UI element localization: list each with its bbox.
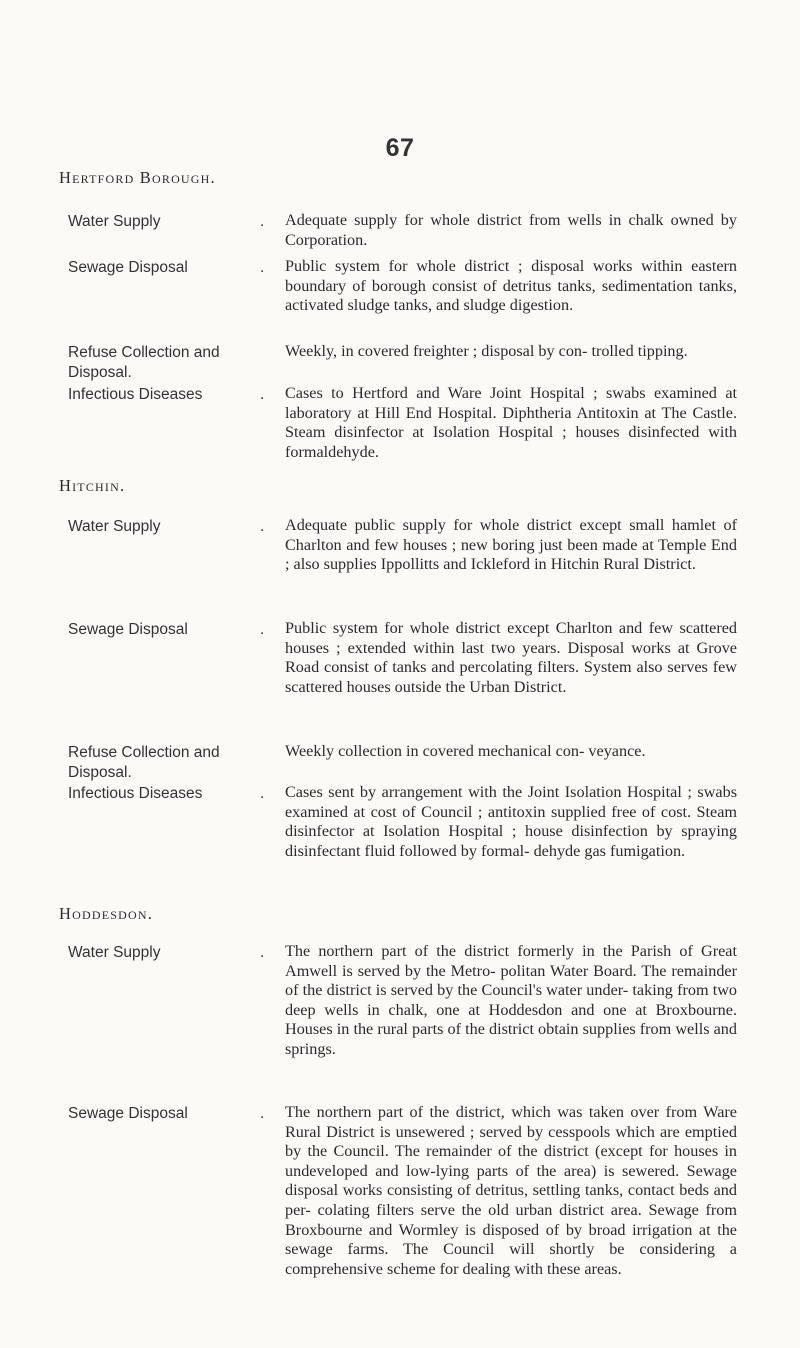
entry-label: Refuse Collection and Disposal. bbox=[68, 344, 220, 381]
section-title: Hoddesdon. bbox=[59, 904, 154, 923]
entry-description: Adequate public supply for whole district except small hamlet of Charlton and few houses ; new boring just been made at Temple End ; also supplies Ippollitts and Ickleford in Hitchin Rural District. bbox=[285, 516, 737, 574]
entry-description: Public system for whole district except Charlton and few scattered houses ; extended within last two years. Disposal works at Grove Road consist of tanks and percolating filters. System also serves few scattered houses outside the Urban District. bbox=[285, 619, 737, 696]
entry-description: Cases to Hertford and Ware Joint Hospital ; swabs examined at laboratory at Hill End Hospital. Diphtheria Antitoxin at The Castle. Steam disinfector at Isolation Hospital ; houses disinfected with formaldehyde. bbox=[285, 384, 737, 461]
entry-label: Refuse Collection and Disposal. bbox=[68, 744, 220, 781]
section-title: Hitchin. bbox=[59, 476, 126, 495]
leader-dot: . bbox=[260, 1105, 265, 1122]
leader-dot: . bbox=[260, 944, 265, 961]
entry-label: Water Supply bbox=[68, 213, 161, 230]
page-number: 67 bbox=[385, 134, 415, 162]
entry-description: Cases sent by arrangement with the Joint Isolation Hospital ; swabs examined at cost of Council ; antitoxin supplied free of cost. Steam disinfector at Isolation Hospital ; house disinfection by spraying disinfectant fluid followed by formal- dehyde gas fumigation. bbox=[285, 783, 737, 860]
section-title: Hertford Borough. bbox=[59, 168, 216, 187]
leader-dot: . bbox=[260, 386, 265, 403]
entry-description: The northern part of the district, which was taken over from Ware Rural District is unsewered ; served by cesspools which are emptied by the Council. The remainder of the district (except for houses in undeveloped and low-lying parts of the area) is sewered. Sewage disposal works consisting of detritus, settling tanks, contact beds and per- colating filters serve the old urban district area. Sewage from Broxbourne and Wormley is disposed of by broad irrigation at the sewage farms. The Council will shortly be considering a comprehensive scheme for dealing with these areas. bbox=[285, 1103, 737, 1278]
leader-dot: . bbox=[260, 259, 265, 276]
entry-description: Adequate supply for whole district from wells in chalk owned by Corporation. bbox=[285, 211, 737, 249]
entry-label: Sewage Disposal bbox=[68, 259, 188, 276]
entry-description: Public system for whole district ; disposal works within eastern boundary of borough consist of detritus tanks, sedimentation tanks, activated sludge tanks, and sludge digestion. bbox=[285, 257, 737, 315]
leader-dot: . bbox=[260, 785, 265, 802]
entry-label: Infectious Diseases bbox=[68, 386, 203, 403]
entry-description: Weekly, in covered freighter ; disposal by con- trolled tipping. bbox=[285, 342, 688, 360]
leader-dot: . bbox=[260, 621, 265, 638]
entry-label: Water Supply bbox=[68, 518, 161, 535]
leader-dot: . bbox=[260, 518, 265, 535]
entry-label: Sewage Disposal bbox=[68, 621, 188, 638]
entry-label: Sewage Disposal bbox=[68, 1105, 188, 1122]
entry-label: Water Supply bbox=[68, 944, 161, 961]
entry-label: Infectious Diseases bbox=[68, 785, 203, 802]
leader-dot: . bbox=[260, 213, 265, 230]
entry-description: The northern part of the district formerly in the Parish of Great Amwell is served by the Metro- politan Water Board. The remainder of the district is served by the Council's water under- taking from two deep wells in chalk, one at Hoddesdon and one at Broxbourne. Houses in the rural parts of the district obtain supplies from wells and springs. bbox=[285, 942, 737, 1058]
entry-description: Weekly collection in covered mechanical con- veyance. bbox=[285, 742, 646, 760]
